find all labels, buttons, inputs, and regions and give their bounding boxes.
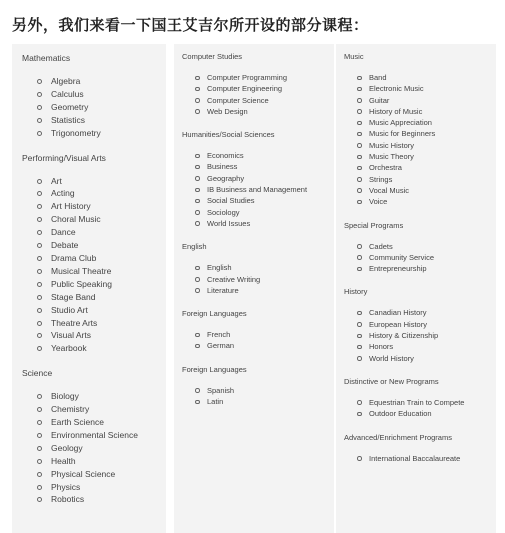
course-item: Yearbook <box>22 342 162 355</box>
course-item: Stage Band <box>22 291 162 304</box>
course-item: Debate <box>22 239 162 252</box>
course-item: Cadets <box>344 241 494 252</box>
course-item: Entrepreneurship <box>344 263 494 274</box>
course-item: German <box>182 340 332 351</box>
section-title: Foreign Languages <box>182 309 247 319</box>
course-section <box>344 377 494 420</box>
course-list <box>182 262 332 296</box>
course-item: Band <box>344 72 494 83</box>
course-list <box>344 241 494 275</box>
course-column-3 <box>344 52 494 477</box>
course-item: Calculus <box>22 88 162 101</box>
course-section <box>344 221 494 275</box>
course-section <box>22 52 162 140</box>
course-item: Social Studies <box>182 195 332 206</box>
course-item: Physics <box>22 481 162 494</box>
course-item: Sociology <box>182 207 332 218</box>
course-item: Outdoor Education <box>344 408 494 419</box>
course-item: English <box>182 262 332 273</box>
course-item: Studio Art <box>22 304 162 317</box>
course-item: Music History <box>344 140 494 151</box>
course-item: Computer Engineering <box>182 83 332 94</box>
page-heading: 另外，我们来看一下国王艾吉尔所开设的部分课程： <box>12 16 369 34</box>
course-list <box>344 397 494 420</box>
course-item: Music for Beginners <box>344 128 494 139</box>
course-item: Art <box>22 175 162 188</box>
course-item: Music Appreciation <box>344 117 494 128</box>
course-list <box>344 453 494 464</box>
course-section <box>182 309 332 352</box>
course-section <box>182 242 332 296</box>
course-item: Computer Programming <box>182 72 332 83</box>
course-item: Spanish <box>182 385 332 396</box>
section-title: Performing/Visual Arts <box>22 152 106 163</box>
course-item: Electronic Music <box>344 83 494 94</box>
section-title: Distinctive or New Programs <box>344 376 439 386</box>
course-item: Theatre Arts <box>22 317 162 330</box>
course-section <box>344 433 494 464</box>
course-item: Public Speaking <box>22 278 162 291</box>
course-item: Visual Arts <box>22 329 162 342</box>
course-item: Business <box>182 161 332 172</box>
course-item: Geography <box>182 173 332 184</box>
section-title: Foreign Languages <box>182 364 247 374</box>
course-item: Trigonometry <box>22 127 162 140</box>
course-item: Geology <box>22 442 162 455</box>
course-item: History of Music <box>344 106 494 117</box>
course-item: Choral Music <box>22 213 162 226</box>
course-section <box>22 367 162 506</box>
course-item: Drama Club <box>22 252 162 265</box>
course-item: Creative Writing <box>182 274 332 285</box>
course-item: World History <box>344 353 494 364</box>
course-item: Computer Science <box>182 95 332 106</box>
course-item: Art History <box>22 200 162 213</box>
course-item: Dance <box>22 226 162 239</box>
course-item: IB Business and Management <box>182 184 332 195</box>
course-item: Equestrian Train to Compete <box>344 397 494 408</box>
section-title: Special Programs <box>344 220 404 230</box>
course-item: Voice <box>344 196 494 207</box>
course-item: Economics <box>182 150 332 161</box>
course-item: World Issues <box>182 218 332 229</box>
section-title: Computer Studies <box>182 52 243 61</box>
course-column-1 <box>22 52 162 518</box>
course-item: Physical Science <box>22 468 162 481</box>
course-item: Acting <box>22 187 162 200</box>
course-list <box>182 150 332 229</box>
course-item: Vocal Music <box>344 185 494 196</box>
course-section <box>344 287 494 363</box>
course-item: Chemistry <box>22 403 162 416</box>
section-title: Music <box>344 52 364 61</box>
course-item: Biology <box>22 390 162 403</box>
course-item: Honors <box>344 341 494 352</box>
course-list <box>182 385 332 408</box>
course-item: International Baccalaureate <box>344 453 494 464</box>
section-title: History <box>344 287 368 297</box>
course-column-2 <box>182 52 332 420</box>
section-title: Mathematics <box>22 53 71 63</box>
course-item: Geometry <box>22 101 162 114</box>
course-item: Environmental Science <box>22 429 162 442</box>
course-item: History & Citizenship <box>344 330 494 341</box>
course-section <box>182 52 332 117</box>
course-item: Statistics <box>22 114 162 127</box>
course-item: European History <box>344 319 494 330</box>
course-item: Guitar <box>344 95 494 106</box>
course-item: Orchestra <box>344 162 494 173</box>
course-list <box>182 72 332 117</box>
course-item: Community Service <box>344 252 494 263</box>
course-section <box>182 130 332 229</box>
section-title: Science <box>22 368 53 379</box>
course-item: Musical Theatre <box>22 265 162 278</box>
course-item: Earth Science <box>22 416 162 429</box>
course-item: Latin <box>182 396 332 407</box>
course-list <box>182 329 332 352</box>
course-item: Strings <box>344 174 494 185</box>
course-item: Algebra <box>22 75 162 88</box>
course-item: Robotics <box>22 493 162 506</box>
section-title: Advanced/Enrichment Programs <box>344 432 452 442</box>
course-list <box>344 72 494 208</box>
course-item: French <box>182 329 332 340</box>
course-section <box>182 365 332 408</box>
course-item: Literature <box>182 285 332 296</box>
course-list <box>22 75 162 140</box>
course-item: Music Theory <box>344 151 494 162</box>
course-section <box>22 152 162 356</box>
section-title: Humanities/Social Sciences <box>182 130 275 140</box>
course-item: Canadian History <box>344 307 494 318</box>
course-list <box>22 390 162 506</box>
course-item: Web Design <box>182 106 332 117</box>
course-list <box>22 175 162 356</box>
section-title: English <box>182 242 207 252</box>
course-item: Health <box>22 455 162 468</box>
course-section <box>344 52 494 208</box>
course-list <box>344 307 494 363</box>
